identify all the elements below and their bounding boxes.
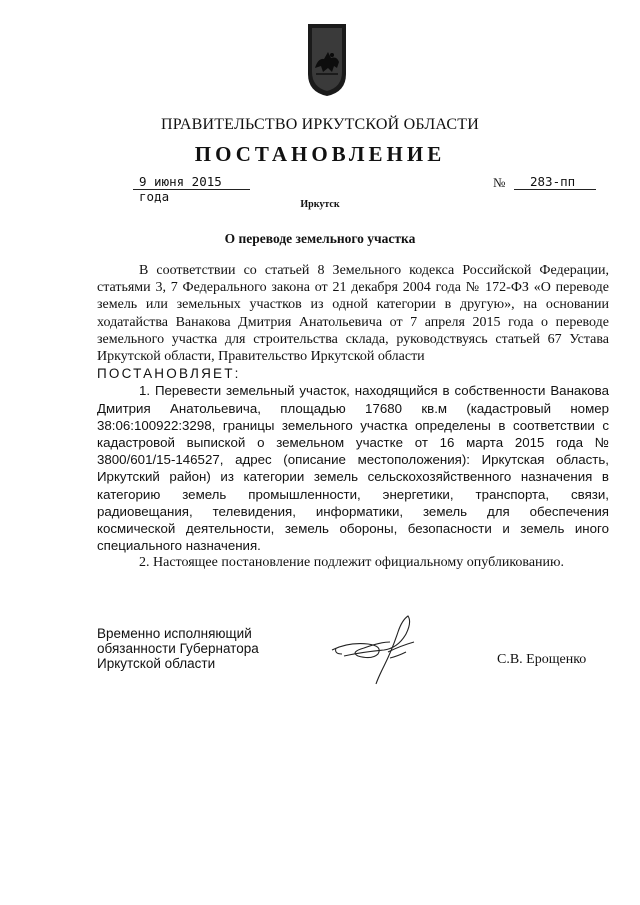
document-date: 9 июня 2015 года: [133, 174, 250, 190]
signatory-title: [97, 626, 317, 671]
preamble-paragraph: В соответствии со статьей 8 Земельного кодекса Российской Федерации, статьями 3, 7 Федерального закона от 21 декабря 2004 года № 172-ФЗ «О переводе земель или земельных участков из одной категории в другую», на основании ходатайства Ванакова Дмитрия Анатольевича от 7 апреля 2015 года о переводе земельного участка для строительства склада, руководствуясь статьей 67 Устава Иркутской области, Правительство Иркутской области: [97, 263, 609, 365]
signatory-title-line: обязанности Губернатора: [97, 641, 259, 656]
government-name: ПРАВИТЕЛЬСТВО ИРКУТСКОЙ ОБЛАСТИ: [161, 116, 479, 133]
document-subject: О переводе земельного участка: [224, 231, 416, 246]
coat-of-arms-icon: [306, 22, 348, 98]
document-type: ПОСТАНОВЛЕНИЕ: [194, 142, 446, 166]
number-sign: №: [493, 175, 506, 190]
handwritten-signature: [328, 612, 428, 688]
document-body: [97, 262, 609, 572]
signatory-title-line: Временно исполняющий: [97, 626, 252, 641]
city: Иркутск: [300, 199, 340, 210]
item-2-paragraph: 2. Настоящее постановление подлежит официальному опубликованию.: [139, 555, 564, 571]
item-1-paragraph: 1. Перевести земельный участок, находящийся в собственности Ванакова Дмитрия Анатольевича, площадью 17680 кв.м (кадастровый номер 38:06:100922:3298, границы земельного участка определены в соответствии с кадастровой выпиской о земельном участке от 16 марта 2015 года № 3800/601/15-146527, адрес (описание местоположения): Иркутская область, Иркутский район) из категории земель сельскохозяйственного назначения в категорию земель промышленности, энергетики, транспорта, связи, радиовещания, телевидения, информатики, земель для обеспечения космической деятельности, земель обороны, безопасности и земель иного специального назначения.: [97, 383, 609, 554]
decree-word: ПОСТАНОВЛЯЕТ:: [97, 366, 241, 382]
document-number: 283-пп: [514, 174, 596, 190]
signatory-title-line: Иркутской области: [97, 656, 216, 671]
signatory-name: С.В. Ерощенко: [497, 652, 587, 667]
